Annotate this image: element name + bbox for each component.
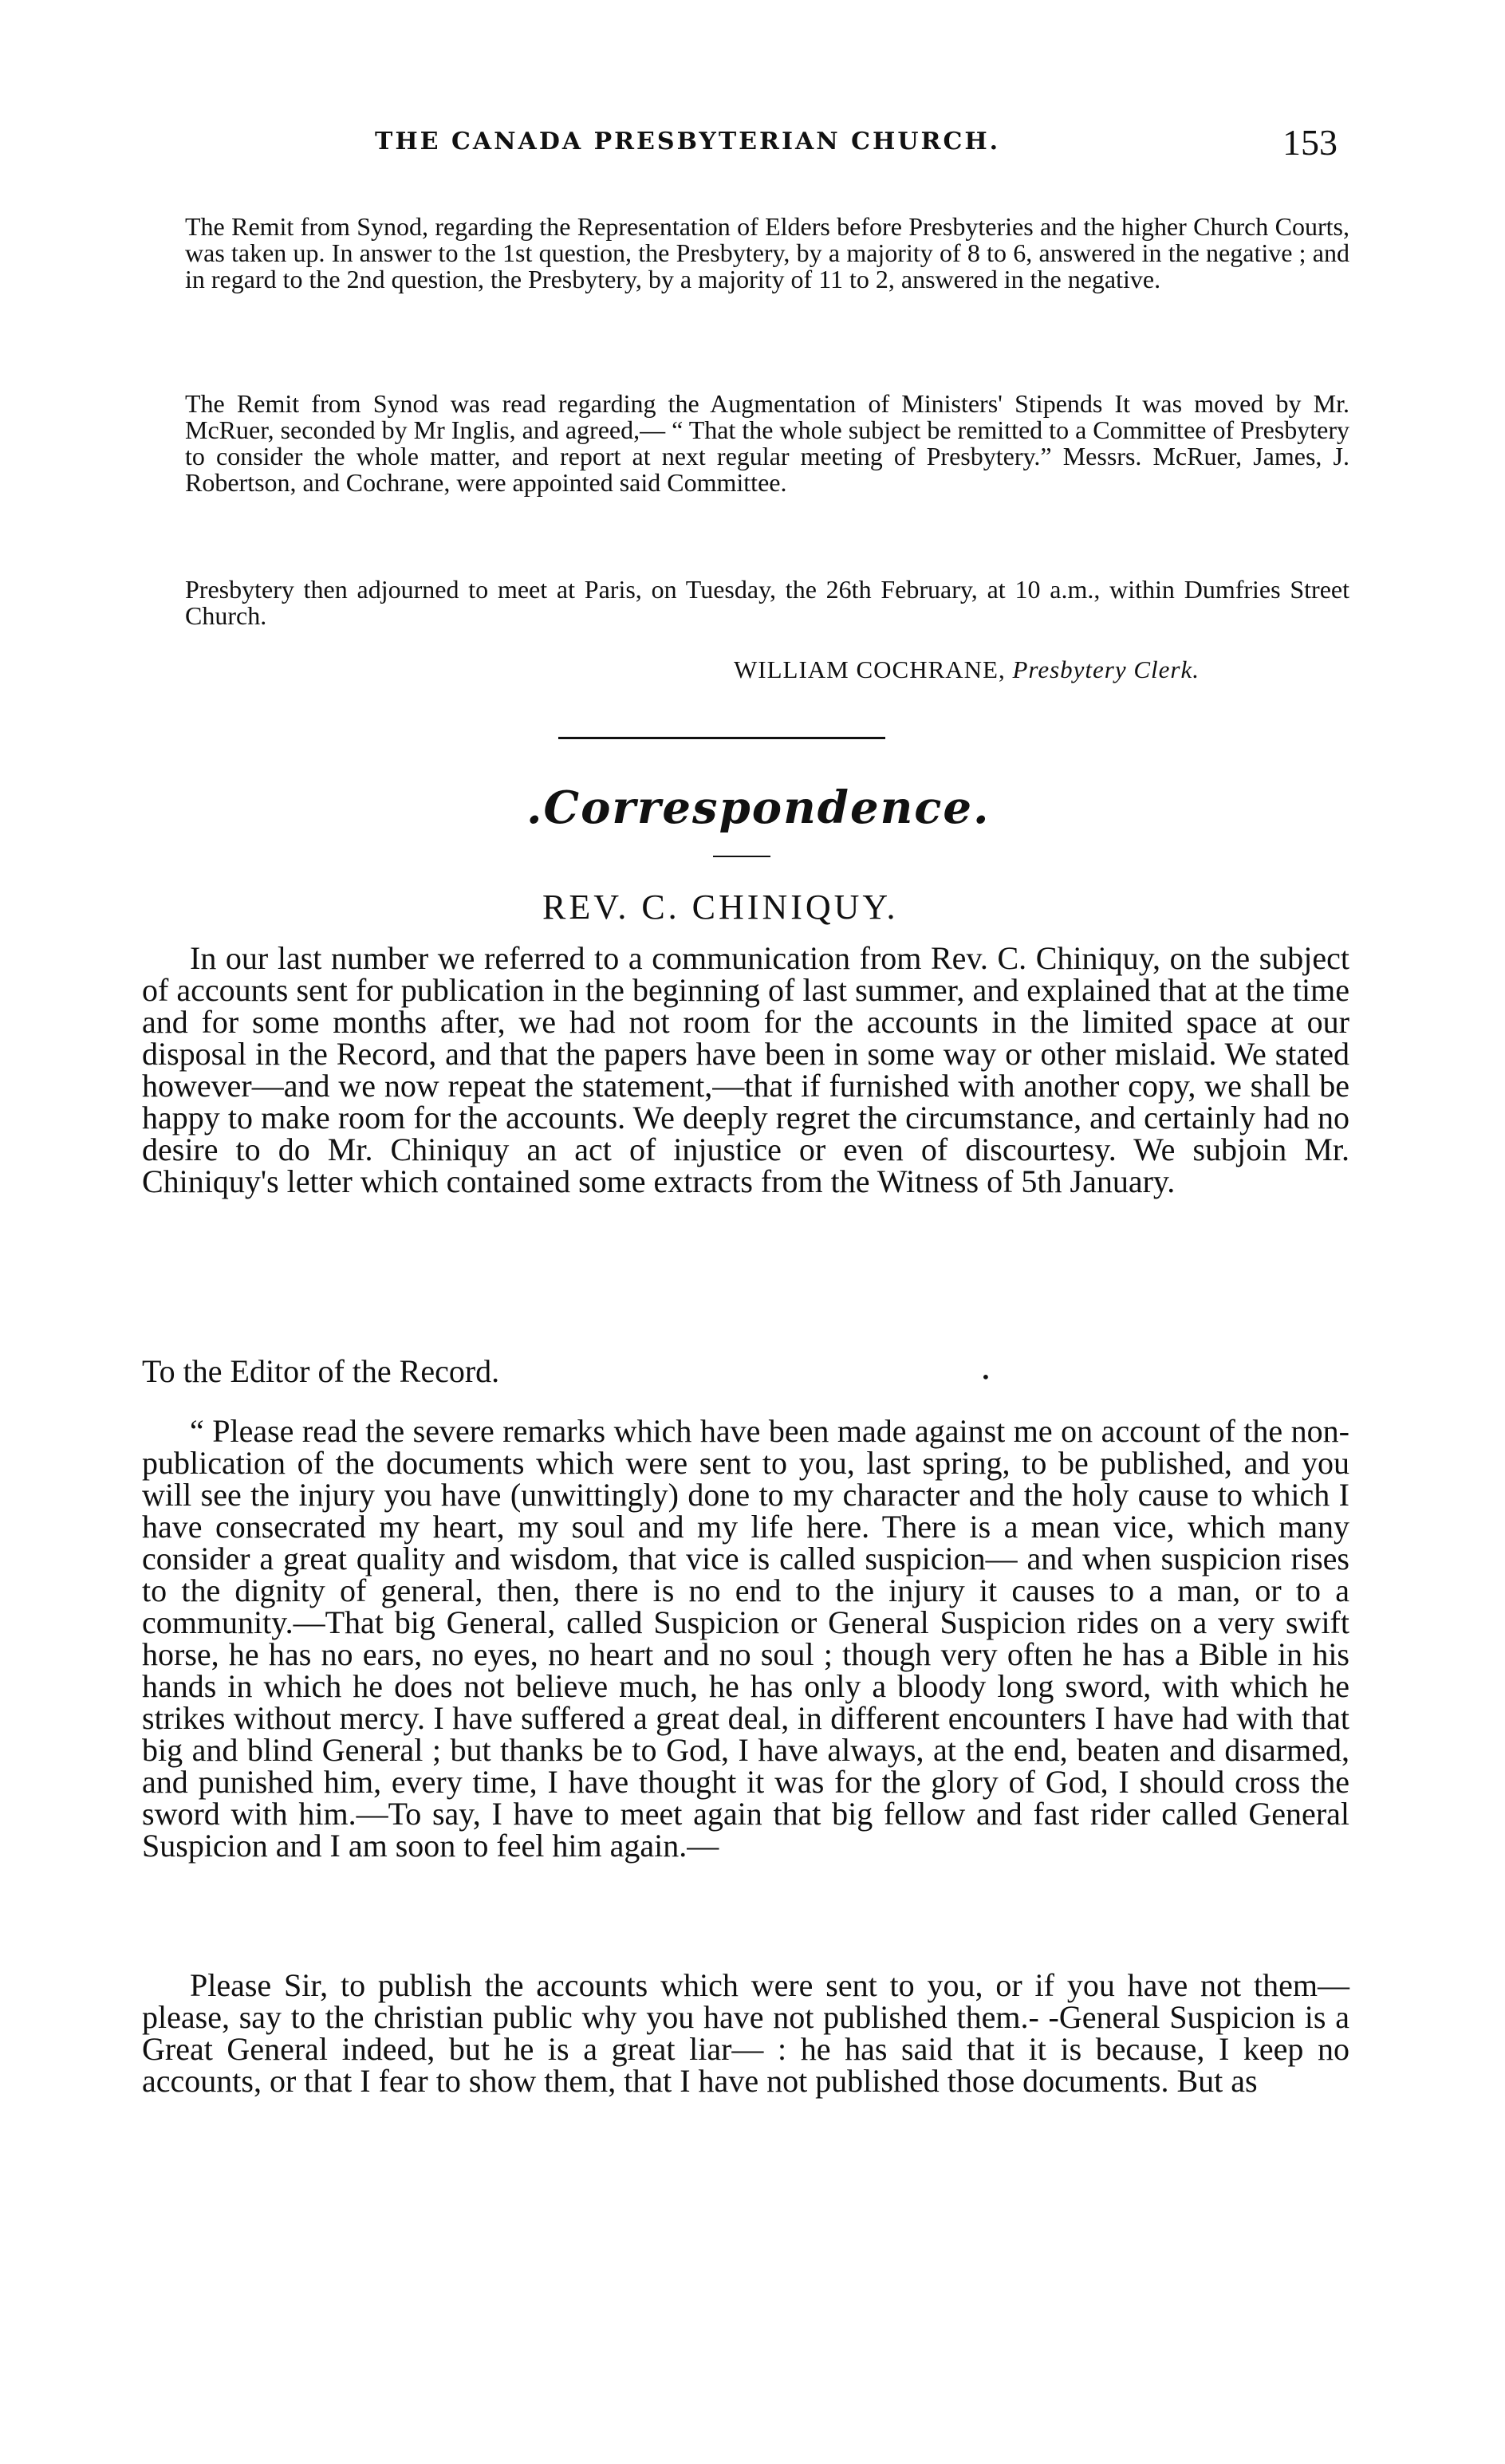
section-title: .Correspondence. [526, 781, 991, 834]
running-head: THE CANADA PRESBYTERIAN CHURCH. [375, 128, 1001, 155]
page-number: 153 [1282, 122, 1338, 163]
letter-paragraph-2-text: Please Sir, to publish the accounts which were sent to you, or if you have not them—please, say to the christian public why you have not published them.- -General Suspicion is a Great General indeed, but he is a great liar— : he has said that it is because, I keep no accounts, or that I fear to show them, that I have not published those documents. But as [142, 1967, 1349, 2099]
clerk-signature [734, 655, 1200, 684]
intro-paragraph-text: In our last number we referred to a communication from Rev. C. Chiniquy, on the subject of accounts sent for publication in the beginning of last summer, and explained that at the time and for some months after, we had not room for the accounts in the limited space at our disposal in the Record, and that the papers have been in some way or other mislaid. We stated however—and we now repeat the statement,—that if furnished with another copy, we shall be happy to make room for the accounts. We deeply regret the circumstance, and certainly had no desire to do Mr. Chiniquy an act of injustice or even of discourtesy. We subjoin Mr. Chiniquy's letter which contained some extracts from the Witness of 5th January. [142, 940, 1349, 1199]
intro-paragraph [142, 940, 1349, 1199]
signature-role: Presbytery Clerk. [1012, 655, 1200, 683]
stipend-paragraph [185, 391, 1349, 496]
title-underline [713, 856, 770, 857]
adjourn-paragraph-text: Presbytery then adjourned to meet at Paris, on Tuesday, the 26th February, at 10 a.m., within Dumfries Street Church. [185, 575, 1349, 630]
salutation: To the Editor of the Record. [142, 1353, 500, 1389]
remit-paragraph [185, 214, 1349, 293]
letter-paragraph-1-text: “ Please read the severe remarks which have been made against me on account of the non-publication of the documents which were sent to you, last spring, to be published, and you will see the injury you have (unwittingly) done to my character and the holy cause to which I have consecrated my heart, my soul and my life here. There is a mean vice, which many consider a great quality and wisdom, that vice is called suspicion— and when suspicion rises to the dignity of general, then, there is no end to the injury it causes to a man, or to a community.—That big General, called Suspicion or General Suspicion rides on a very swift horse, he has no ears, no eyes, no heart and no soul ; though very often he has a Bible in his hands in which he does not believe much, he has only a bloody long sword, with which he strikes without mercy. I have suffered a great deal, in different encounters I have had with that big and blind General ; but thanks be to God, I have always, at the end, beaten and disarmed, and punished him, every time, I have thought it was for the glory of God, I should cross the sword with him.—To say, I have to meet again that big fellow and fast rider called General Suspicion and I am soon to feel him again.— [142, 1413, 1349, 1864]
letter-paragraph-2 [142, 1967, 1349, 2099]
remit-paragraph-text: The Remit from Synod, regarding the Representation of Elders before Presbyteries and the higher Church Courts, was taken up. In answer to the 1st question, the Presbytery, by a majority of 8 to 6, answered in the negative ; and in regard to the 2nd question, the Presbytery, by a majority of 11 to 2, answered in the negative. [185, 212, 1349, 293]
section-divider [558, 737, 885, 739]
letter-paragraph-1 [142, 1415, 1349, 1862]
stipend-paragraph-text: The Remit from Synod was read regarding the Augmentation of Ministers' Stipends It was moved by Mr. McRuer, seconded by Mr Inglis, and agreed,— “ That the whole subject be remitted to a Committee of Presbytery to consider the whole matter, and report at next regular meeting of Presbytery.” Messrs. McRuer, James, J. Robertson, and Cochrane, were appointed said Committee. [185, 389, 1349, 497]
stray-mark: • [981, 1368, 991, 1387]
adjourn-paragraph [185, 577, 1349, 629]
article-heading: REV. C. CHINIQUY. [542, 888, 899, 927]
signature-name: WILLIAM COCHRANE, [734, 655, 1006, 683]
